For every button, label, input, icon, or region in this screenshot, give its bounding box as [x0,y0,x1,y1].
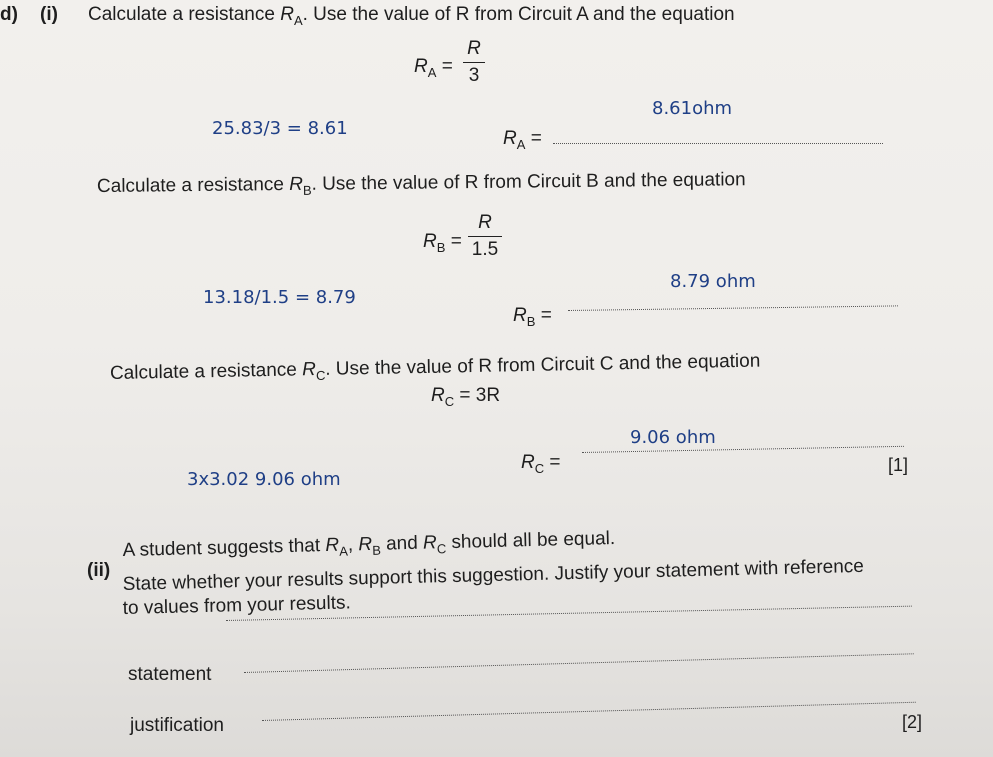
rb-symbol: R [358,533,373,556]
and-text: and [380,532,424,555]
line1-prefix: A student suggests that [122,535,326,562]
answer-b-line[interactable] [568,305,898,311]
working-a: 25.83/3 = 8.61 [212,118,348,139]
answer-symbol-sub: A [516,137,526,152]
ra-symbol: R [325,534,340,557]
answer-c-label [521,452,561,476]
answer-a: 8.61ohm [652,98,733,119]
eq-sign: = [441,56,453,77]
answer-symbol: R [503,128,517,149]
equation-a-lhs [414,56,453,80]
equation-c [431,385,500,409]
intro-text-suffix: . Use the value of R from Circuit A and the equation [302,4,735,25]
working-c: 3x3.02 9.06 ohm [187,469,341,490]
symbol: R [301,359,317,381]
question-c-intro [110,351,761,387]
statement-label: statement [128,664,212,685]
eq-symbol: R [431,385,445,406]
answer-eq: = [530,128,542,149]
comma: , [347,534,359,556]
eq-symbol: R [414,56,428,77]
sub-question-label-ii: (ii) [87,560,111,581]
answer-symbol: R [513,305,527,326]
eq-rhs: = 3R [459,385,501,406]
symbol-sub: C [315,367,326,384]
eq-symbol: R [423,231,437,252]
answer-b: 8.79 ohm [670,271,756,292]
question-ii-line1 [122,528,615,564]
working-b: 13.18/1.5 = 8.79 [203,287,356,308]
question-ii-line3: to values from your results. [122,592,352,620]
answer-b-label [513,305,552,329]
intro-text: Calculate a resistance [96,173,290,197]
answer-symbol: R [521,452,535,473]
answer-eq: = [549,452,561,473]
intro-text-suffix: . Use the value of R from Circuit B and the equation [311,169,746,195]
symbol-sub: B [302,182,312,198]
numerator: R [478,212,492,233]
symbol-sub: A [293,13,303,28]
symbol: R [280,4,294,25]
equation-a-fraction [463,38,485,87]
eq-symbol-sub: C [444,394,455,409]
question-b-intro [97,169,746,200]
answer-symbol-sub: B [526,314,536,329]
line1-suffix: should all be equal. [445,527,616,554]
answer-a-label [503,128,542,152]
intro-text: Calculate a resistance [109,359,303,384]
sub-question-label-i: (i) [40,4,58,25]
statement-line[interactable] [244,653,914,673]
answer-a-line[interactable] [553,143,883,144]
ra-sub: A [339,543,349,559]
denominator: 3 [468,65,480,86]
eq-symbol-sub: A [427,65,437,80]
equation-b-fraction [468,212,502,261]
justification-label: justification [130,715,224,736]
rc-sub: C [436,541,447,557]
eq-sign: = [450,231,462,252]
question-ii-line2: State whether your results support this suggestion. Justify your statement with reference [122,555,865,596]
rc-symbol: R [422,532,438,554]
justification-line[interactable] [262,702,916,721]
answer-c: 9.06 ohm [630,427,716,448]
numerator: R [467,38,481,59]
equation-b-lhs [423,231,462,255]
intro-text-suffix: . Use the value of R from Circuit C and the equation [325,350,761,380]
rb-sub: B [372,542,382,558]
answer-symbol-sub: C [534,461,545,476]
question-a-intro [88,4,735,28]
part-label: d) [0,4,18,25]
answer-eq: = [540,305,552,326]
intro-text: Calculate a resistance [88,4,281,25]
eq-symbol-sub: B [436,240,446,255]
fraction-bar [468,236,502,237]
marks-ii: [2] [902,712,923,732]
fraction-bar [463,62,485,63]
symbol: R [289,173,304,195]
marks-c: [1] [888,455,909,475]
denominator: 1.5 [471,239,499,260]
